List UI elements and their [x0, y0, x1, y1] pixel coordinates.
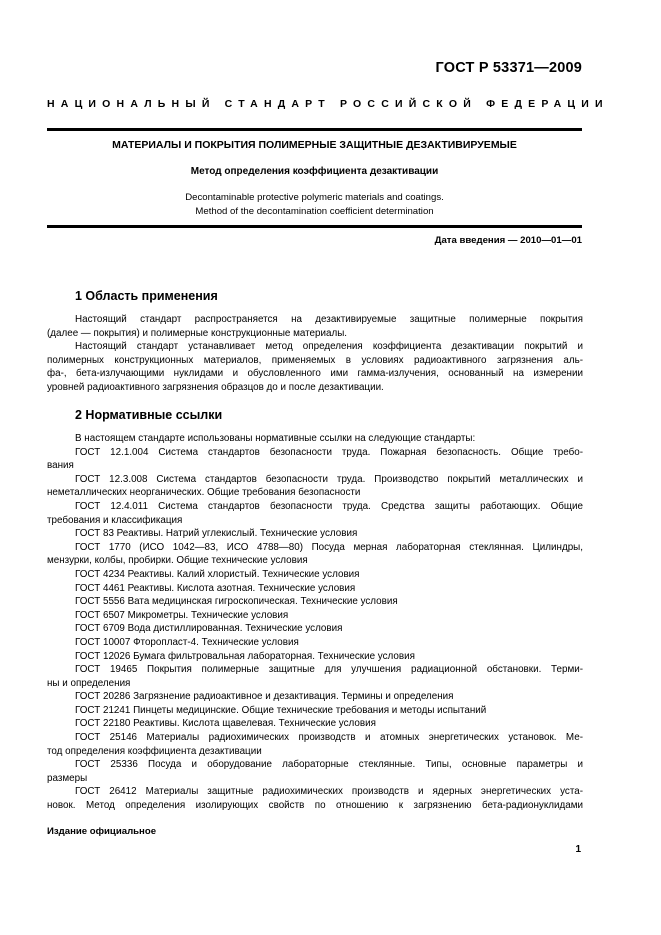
reference-line: ГОСТ 4461 Реактивы. Кислота азотная. Технические условия: [75, 582, 356, 594]
section-1-body: [47, 313, 583, 395]
paragraph-line: Настоящий стандарт распространяется на дезактивируемые защитные полимерные покрытия: [75, 314, 583, 325]
reference-line: вания: [47, 460, 74, 472]
paragraph-line: В настоящем стандарте использованы нормативные ссылки на следующие стандарты:: [75, 433, 476, 444]
document-subtitle: Метод определения коэффициента дезактивации: [190, 166, 439, 177]
reference-line: ГОСТ 20286 Загрязнение радиоактивное и дезактивация. Термины и определения: [75, 691, 454, 703]
reference-line: ГОСТ 12026 Бумага фильтровальная лабораторная. Технические условия: [75, 650, 415, 662]
reference-line: ГОСТ 5556 Вата медицинская гигроскопическая. Технические условия: [75, 596, 398, 608]
reference-line: ГОСТ 21241 Пинцеты медицинские. Общие технические требования и методы испытаний: [75, 704, 487, 716]
reference-line: ГОСТ 25146 Материалы радиохимических производств и атомных энергетических установок. Ме-: [75, 732, 583, 744]
top-divider: [47, 128, 582, 131]
section-2-heading: 2 Нормативные ссылки: [75, 408, 223, 422]
reference-line: ГОСТ 26412 Материалы защитные радиохимических производств и ядерных энергетических уста-: [75, 786, 583, 798]
official-edition-label: Издание официальное: [47, 826, 157, 837]
document-title: МАТЕРИАЛЫ И ПОКРЫТИЯ ПОЛИМЕРНЫЕ ЗАЩИТНЫЕ ДЕЗАКТИВИРУЕМЫЕ: [112, 139, 517, 151]
title-bottom-divider: [47, 225, 582, 228]
reference-line: ГОСТ 83 Реактивы. Натрий углекислый. Технические условия: [75, 528, 358, 540]
reference-line: ГОСТ 25336 Посуда и оборудование лабораторные стеклянные. Типы, основные параметры и: [75, 759, 583, 771]
reference-line: новок. Метод определения изолирующих свойств по отношению к загрязнению бета-радионуклидами: [47, 800, 583, 812]
page-number: 1: [575, 844, 581, 855]
paragraph-line: (далее — покрытия) и полимерные конструкционные материалы.: [47, 327, 348, 339]
standard-number: ГОСТ Р 53371—2009: [435, 60, 582, 76]
paragraph-line: фа-, бета-излучающими нуклидами и обусловленного ими гамма-излучения, основанный на измерении: [47, 368, 583, 380]
reference-line: ГОСТ 12.3.008 Система стандартов безопасности труда. Производство покрытий металлических и: [75, 473, 583, 485]
paragraph-line: полимерных конструкционных материалов, применяемых в условиях радиоактивного загрязнения аль-: [47, 354, 583, 366]
reference-line: размеры: [47, 772, 88, 784]
section-1-heading: 1 Область применения: [75, 289, 218, 303]
reference-line: тод определения коэффициента дезактивации: [47, 745, 262, 757]
reference-line: ны и определения: [47, 677, 131, 689]
reference-line: ГОСТ 1770 (ИСО 1042—83, ИСО 4788—80) Посуда мерная лабораторная стеклянная. Цилиндры,: [75, 541, 583, 553]
english-title: [47, 191, 582, 218]
reference-line: ГОСТ 4234 Реактивы. Калий хлористый. Технические условия: [75, 568, 360, 580]
reference-line: мензурки, колбы, пробирки. Общие технические условия: [47, 555, 308, 567]
reference-line: ГОСТ 22180 Реактивы. Кислота щавелевая. Технические условия: [75, 718, 376, 730]
reference-line: ГОСТ 6709 Вода дистиллированная. Технические условия: [75, 623, 343, 635]
reference-line: ГОСТ 10007 Фторопласт-4. Технические условия: [75, 636, 299, 648]
reference-line: неметаллических неорганических. Общие требования безопасности: [47, 487, 361, 499]
reference-line: ГОСТ 12.4.011 Система стандартов безопасности труда. Средства защиты работающих. Общие: [75, 500, 583, 512]
reference-line: ГОСТ 6507 Микрометры. Технические условия: [75, 609, 289, 621]
reference-line: требования и классификация: [47, 514, 183, 526]
introduction-date: Дата введения — 2010—01—01: [434, 235, 582, 246]
paragraph-line: уровней радиоактивного загрязнения образцов до и после дезактивации.: [47, 381, 384, 393]
national-standard-banner: НАЦИОНАЛЬНЫЙ СТАНДАРТ РОССИЙСКОЙ ФЕДЕРАЦИИ: [47, 98, 609, 110]
english-title-line-2: Method of the decontamination coefficient determination: [195, 205, 434, 217]
reference-line: ГОСТ 12.1.004 Система стандартов безопасности труда. Пожарная безопасность. Общие требо-: [75, 446, 583, 458]
english-title-line-1: Decontaminable protective polymeric materials and coatings.: [185, 192, 444, 203]
section-2-body: [47, 432, 583, 813]
reference-line: ГОСТ 19465 Покрытия полимерные защитные для улучшения радиационной обстановки. Терми-: [75, 664, 583, 676]
paragraph-line: Настоящий стандарт устанавливает метод определения коэффициента дезактивации покрытий и: [75, 341, 583, 353]
